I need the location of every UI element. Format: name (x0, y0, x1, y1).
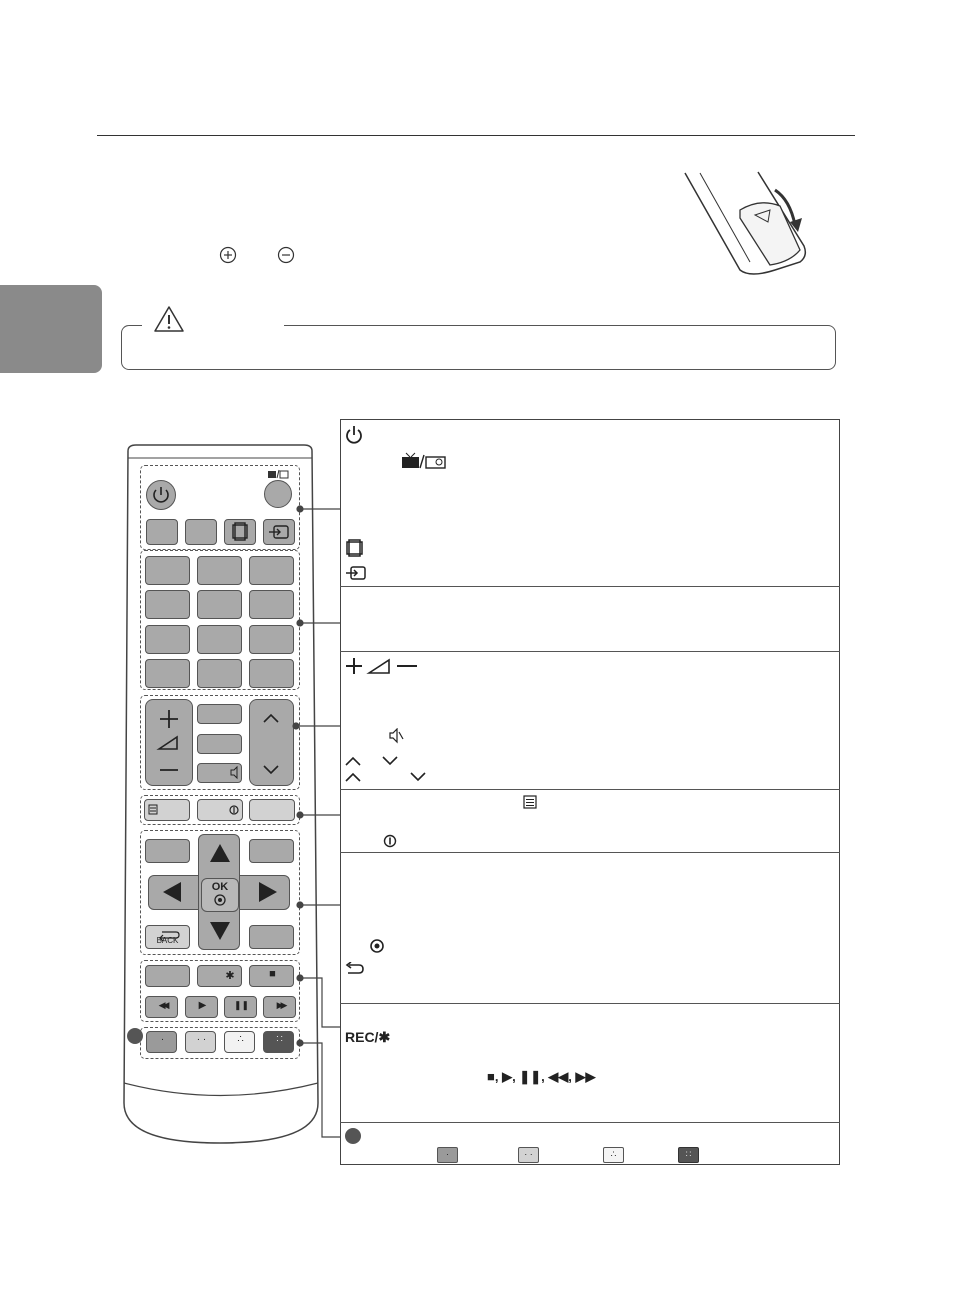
number-button[interactable] (145, 590, 190, 619)
rec-star-button[interactable] (197, 965, 242, 987)
up-chevron-icon (264, 715, 278, 722)
number-button[interactable] (197, 625, 242, 654)
ok-label: OK (211, 881, 229, 893)
header-rule (97, 135, 855, 136)
rec-star-icon: REC/✱ (345, 1029, 391, 1045)
number-button[interactable] (249, 556, 294, 585)
number-button[interactable] (249, 659, 294, 688)
color-button-4[interactable]: ∷ (263, 1031, 294, 1053)
number-button[interactable] (197, 556, 242, 585)
nav-corner-button-2[interactable] (249, 839, 294, 863)
text-icon (145, 800, 189, 820)
text-button[interactable] (144, 799, 190, 821)
battery-cover-illustration (680, 170, 830, 280)
volume-icon (146, 700, 192, 785)
playback-button-1[interactable] (145, 965, 190, 987)
minus-circle-icon (277, 246, 295, 264)
volume-icon (345, 656, 421, 676)
text-icon (522, 794, 538, 810)
down-chevron-icon (264, 766, 278, 773)
ok-icon (213, 893, 227, 907)
warning-triangle-icon (153, 305, 185, 333)
back-icon (345, 962, 365, 976)
top-row-button-2[interactable] (185, 519, 217, 545)
up-chevron-icon (345, 753, 401, 767)
middle-button-2[interactable] (197, 734, 242, 754)
power-icon (345, 425, 363, 445)
ratio-icon (225, 520, 255, 544)
color-group-marker (127, 1028, 143, 1044)
playback-icons: ■, ▶, ❚❚, ◀◀, ▶▶ (487, 1069, 596, 1084)
rewind-glyph: ◀◀ (158, 1000, 167, 1010)
ok-button[interactable] (201, 878, 239, 912)
middle-button-1[interactable] (197, 704, 242, 724)
info-icon (383, 834, 397, 848)
plus-circle-icon (219, 246, 237, 264)
number-button[interactable] (145, 659, 190, 688)
color-group-marker (345, 1128, 361, 1144)
ratio-icon (345, 539, 365, 557)
down-arrow-button[interactable] (207, 918, 233, 944)
ok-icon (369, 938, 385, 954)
tv-radio-icon (400, 452, 448, 470)
section-tab (0, 285, 102, 373)
description-panel (340, 419, 840, 1165)
mute-icon (198, 764, 241, 782)
number-button[interactable] (249, 590, 294, 619)
up-arrow-button[interactable] (207, 840, 233, 866)
left-arrow-button[interactable] (159, 879, 185, 905)
menu-button[interactable] (249, 799, 295, 821)
stop-glyph: ■ (269, 968, 276, 980)
top-row-button-1[interactable] (146, 519, 178, 545)
info-icon (198, 800, 242, 820)
input-icon (345, 565, 367, 581)
program-rocker[interactable] (249, 699, 294, 786)
ff-glyph: ▶▶ (276, 1000, 285, 1010)
right-arrow-button[interactable] (255, 879, 281, 905)
play-button[interactable] (185, 996, 218, 1018)
number-button[interactable] (145, 556, 190, 585)
down-chevron-icon (345, 769, 435, 783)
color-button-icon-1: · (437, 1147, 458, 1163)
volume-rocker[interactable] (145, 699, 193, 786)
ratio-button[interactable] (224, 519, 256, 545)
color-button-2[interactable]: · · (185, 1031, 216, 1053)
nav-corner-button-3[interactable] (249, 925, 294, 949)
mute-icon (388, 728, 404, 744)
back-label: BACK (156, 936, 179, 945)
color-button-1[interactable]: · (146, 1031, 177, 1053)
number-button[interactable] (249, 625, 294, 654)
info-button[interactable] (197, 799, 243, 821)
play-glyph: ▶ (198, 1000, 207, 1011)
power-icon (147, 481, 175, 509)
number-button[interactable] (145, 625, 190, 654)
color-button-icon-2: · · (518, 1147, 539, 1163)
color-button-3[interactable]: ∴ (224, 1031, 255, 1053)
star-glyph: ✱ (225, 970, 235, 982)
back-button[interactable] (145, 925, 190, 949)
pause-glyph: ❚❚ (233, 1000, 250, 1010)
power-button[interactable] (146, 480, 176, 510)
pause-button[interactable] (224, 996, 257, 1018)
color-button-icon-3: ∴ (603, 1147, 624, 1163)
stop-button[interactable] (249, 965, 294, 987)
mute-button[interactable] (197, 763, 242, 783)
nav-corner-button-1[interactable] (145, 839, 190, 863)
color-button-icon-4: ∷ (678, 1147, 699, 1163)
rewind-button[interactable] (145, 996, 178, 1018)
tv-radio-icon (267, 469, 289, 479)
number-button[interactable] (197, 659, 242, 688)
number-button[interactable] (197, 590, 242, 619)
tv-radio-button[interactable] (264, 480, 292, 508)
